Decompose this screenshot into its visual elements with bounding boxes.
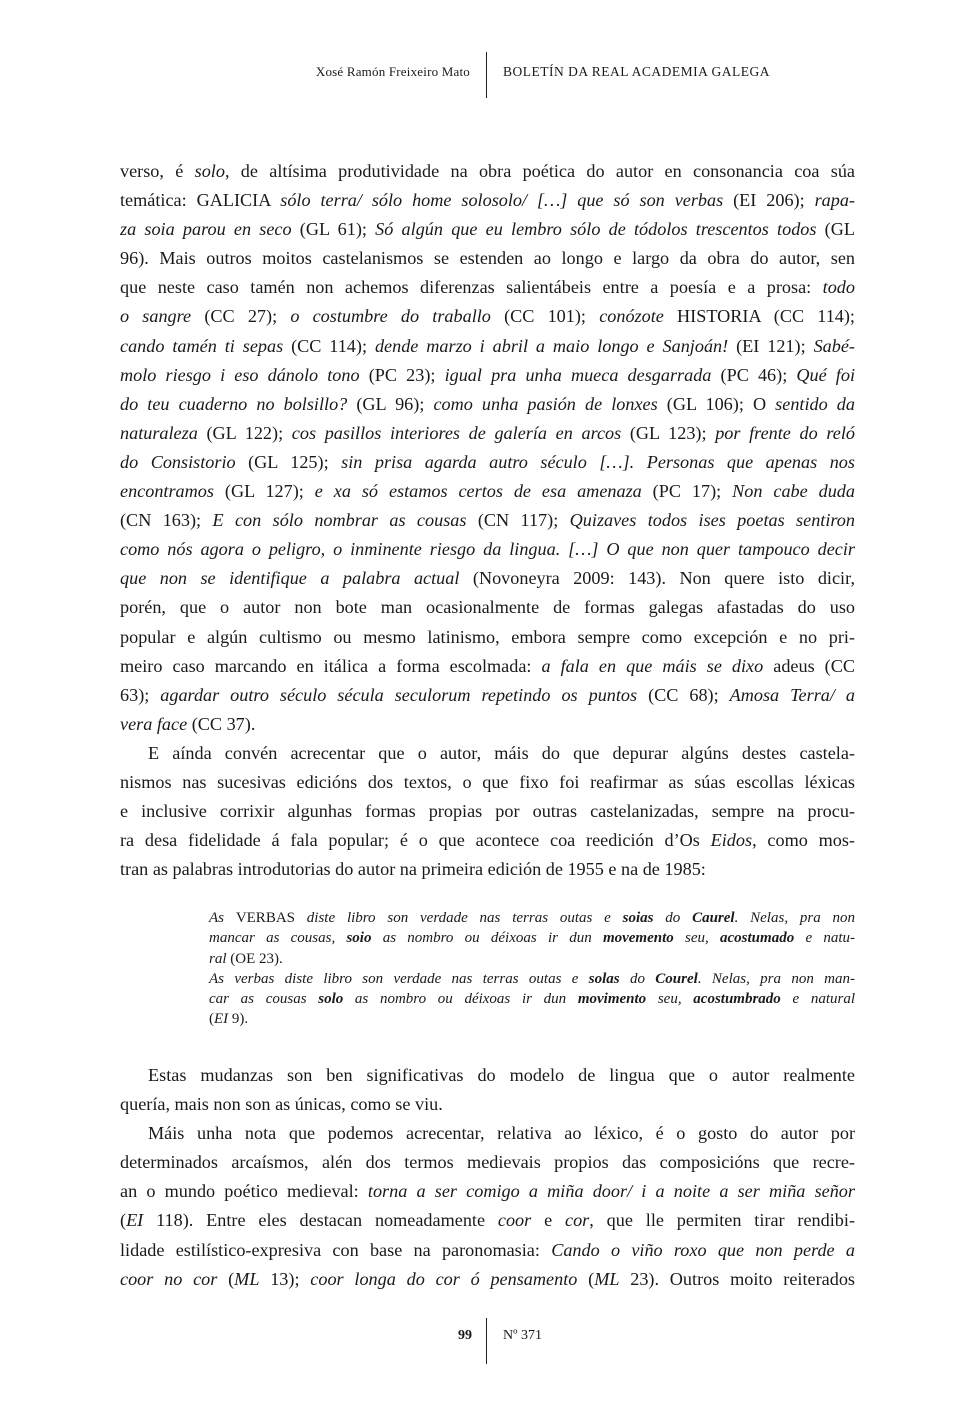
italic-segment: za soia parou en seco	[120, 219, 292, 240]
text-segment: quería, mais non son as únicas, como se viu.	[120, 1094, 443, 1115]
text-segment: 96). Mais outros moitos castelanismos se estenden ao longo e largo da obra do autor, sen	[120, 248, 855, 269]
italic-segment: a fala en que máis se dixo	[541, 655, 764, 676]
page-number: 99	[458, 1328, 472, 1343]
text-segment: (GL 123);	[621, 422, 716, 443]
italic-segment: Non cabe duda	[732, 481, 855, 502]
text-segment: (CC 27);	[191, 306, 291, 327]
text-segment: (EI 121);	[728, 335, 814, 356]
text-line	[120, 652, 855, 681]
bold-segment: Caurel	[692, 910, 735, 926]
italic-segment: igual pra unha mueca desgarrada	[444, 364, 712, 385]
bold-segment: Courel	[655, 970, 698, 987]
body-text-part-2	[120, 1061, 855, 1294]
text-line	[209, 989, 855, 1009]
italic-segment: Eidos	[710, 830, 753, 851]
text-segment: (PC 23);	[359, 364, 445, 385]
text-segment: tran as palabras introdutorias do autor na primeira edición de 1955 e na de 1985:	[120, 859, 706, 880]
text-segment: (EI 206);	[723, 190, 815, 211]
text-segment: (	[577, 1268, 595, 1289]
italic-segment: Sabé-	[813, 335, 855, 356]
text-line	[209, 949, 855, 969]
italic-segment: Amosa Terra/ a	[729, 684, 855, 705]
bold-segment: soias	[622, 910, 654, 926]
bold-segment: movimento	[577, 991, 647, 1008]
text-segment: (GL 127);	[213, 481, 315, 502]
italic-segment: cor	[565, 1210, 590, 1231]
text-segment: nismos nas sucesivas edicións dos textos, o que fixo foi reafirmar as súas escollas léxicas	[120, 771, 855, 792]
text-line	[120, 855, 855, 884]
header-journal-title: BOLETÍN DA REAL ACADEMIA GALEGA	[503, 64, 770, 79]
text-segment: (GL 125);	[235, 451, 342, 472]
italic-segment: e natural	[780, 991, 855, 1008]
italic-segment: do Consistorio	[120, 451, 236, 472]
italic-segment: encontramos	[120, 481, 214, 502]
text-segment: (CC 68);	[637, 684, 730, 705]
text-line	[120, 157, 855, 186]
text-line	[120, 361, 855, 390]
text-line	[120, 332, 855, 361]
italic-segment: ral	[209, 950, 231, 967]
text-segment: lidade estilístico-expresiva con base na paronomasia:	[120, 1239, 552, 1260]
italic-segment: ML	[594, 1268, 620, 1289]
text-segment: , de altísima produtividade na obra poética do autor en consonancia coa súa	[224, 161, 855, 181]
text-line	[120, 739, 855, 768]
text-line	[120, 623, 855, 652]
italic-segment: E con sólo nombrar as cousas	[212, 510, 467, 531]
text-segment: (	[217, 1268, 235, 1289]
italic-segment: car as cousas	[209, 991, 319, 1008]
issue-number: Nº 371	[503, 1328, 542, 1343]
italic-segment: conózote	[599, 306, 664, 327]
italic-segment: Só algún que eu lembro sólo de tódolos trescentos todos	[375, 219, 817, 240]
text-segment: (CC 37).	[187, 713, 256, 734]
text-line	[120, 1265, 855, 1294]
text-segment: (GL 122);	[197, 422, 292, 443]
bold-segment: acostumbrado	[693, 991, 781, 1008]
text-segment: (CN 163);	[120, 510, 213, 531]
italic-segment: o sangre	[120, 306, 192, 327]
text-line	[120, 1177, 855, 1206]
text-segment: (GL 96);	[347, 393, 434, 414]
italic-segment: rapa-	[814, 190, 855, 211]
italic-segment: cando tamén ti sepas	[120, 335, 284, 356]
bold-segment: soio	[346, 930, 372, 947]
text-line	[120, 593, 855, 622]
text-line	[120, 186, 855, 215]
italic-segment: seu,	[646, 991, 694, 1008]
text-segment: determinados arcaísmos, alén dos termos medievais propios das composicións que recre-	[120, 1152, 855, 1173]
text-segment: (	[120, 1210, 127, 1231]
text-segment: 118). Entre eles destacan nomeadamente	[143, 1210, 498, 1231]
text-line	[120, 1236, 855, 1265]
text-segment: (CN 117);	[466, 510, 570, 531]
text-line	[120, 477, 855, 506]
italic-segment: agardar outro século sécula seculorum repetindo os puntos	[160, 684, 638, 705]
italic-segment: solo	[194, 161, 225, 181]
text-line	[120, 448, 855, 477]
text-segment: (GL	[816, 219, 855, 240]
text-segment: (CC 114);	[283, 335, 375, 356]
text-line	[120, 1148, 855, 1177]
italic-segment: coor	[497, 1210, 532, 1231]
text-line	[120, 797, 855, 826]
text-segment: VERBAS	[235, 910, 295, 926]
text-segment: 63);	[120, 684, 161, 705]
text-line	[120, 390, 855, 419]
italic-segment: as nombro ou déixoas ir dun	[343, 991, 578, 1008]
italic-segment: Cando o viño roxo que non perde a	[551, 1239, 855, 1260]
text-segment: (CC 101);	[490, 306, 600, 327]
italic-segment: coor no cor	[120, 1268, 218, 1289]
bold-segment: movemento	[602, 930, 674, 947]
body-text-part-1	[120, 157, 855, 884]
text-segment: Estas mudanzas son ben significativas do modelo de lingua que o autor realmente	[148, 1065, 855, 1085]
italic-segment: vera face	[120, 713, 188, 734]
text-segment: HISTORIA (CC 114);	[663, 306, 855, 327]
text-segment: E aínda convén acrecentar que o autor, máis do que depurar algúns destes castela-	[148, 742, 855, 763]
header-author: Xosé Ramón Freixeiro Mato	[315, 64, 470, 79]
text-segment: meiro caso marcando en itálica a forma escolmada:	[120, 655, 542, 676]
text-segment: , que lle permiten tirar rendibi-	[589, 1210, 855, 1231]
text-segment: (OE 23).	[230, 950, 283, 967]
italic-segment: torna a ser comigo a miña door/ i a noite a ser miña señor	[367, 1181, 855, 1202]
text-line	[120, 1061, 855, 1090]
italic-segment: sin prisa agarda autro século […]. Personas que apenas nos	[341, 451, 855, 472]
text-segment: temática: GALICIA	[120, 190, 281, 211]
text-line	[120, 506, 855, 535]
text-segment: e inclusive corrixir algunhas formas propias por outras castelanizadas, sempre na procu-	[120, 801, 855, 822]
italic-segment: . Nelas, pra non man-	[697, 970, 856, 987]
italic-segment: o costumbre do traballo	[290, 306, 491, 327]
italic-segment: seu,	[673, 930, 721, 947]
italic-segment: como nós agora o peligro, o inminente riesgo da lingua. […] O que non quer tampouco decir	[120, 539, 855, 560]
text-line	[120, 273, 855, 302]
text-line	[120, 681, 855, 710]
text-segment: 9).	[228, 1011, 249, 1028]
italic-segment: do	[619, 970, 656, 987]
text-segment: an o mundo poético medieval:	[120, 1181, 368, 1202]
text-segment: adeus (CC	[763, 655, 855, 676]
text-segment: ra desa fidelidade á fala popular; é o que acontece coa reedición d’Os	[120, 830, 711, 851]
italic-segment: do teu cuaderno no bolsillo?	[120, 393, 348, 414]
running-footer	[0, 1318, 975, 1364]
text-segment: , como mos-	[752, 830, 855, 851]
italic-segment: sólo terra/ sólo home solosolo/ […] que só son verbas	[280, 190, 724, 211]
italic-segment: e xa só estamos certos de esa amenaza	[314, 481, 642, 502]
text-segment: (PC 46);	[711, 364, 797, 385]
text-segment: popular e algún cultismo ou mesmo latinismo, embora sempre como excepción e no pri-	[120, 626, 855, 647]
bold-segment: solas	[588, 970, 620, 987]
italic-segment: Qué foi	[796, 364, 855, 385]
block-quote	[209, 908, 855, 1030]
text-line	[120, 564, 855, 593]
text-segment: (GL 61);	[291, 219, 376, 240]
text-line	[120, 826, 855, 855]
bold-segment: solo	[318, 991, 344, 1008]
text-segment: (PC 17);	[641, 481, 733, 502]
text-line	[120, 768, 855, 797]
text-line	[209, 969, 855, 989]
text-segment: (GL 106); O	[657, 393, 776, 414]
italic-segment: mancar as cousas,	[209, 930, 347, 947]
text-line	[120, 215, 855, 244]
italic-segment: ML	[234, 1268, 260, 1289]
italic-segment: as nombro ou déixoas ir dun	[371, 930, 603, 947]
text-line	[120, 1119, 855, 1148]
text-line	[120, 1206, 855, 1235]
footer-divider	[486, 1318, 487, 1364]
text-segment: que neste caso tamén non achemos diferenzas salientábeis entre a poesía e a prosa:	[120, 277, 823, 298]
italic-segment: diste libro son verdade nas terras outas e	[295, 910, 623, 926]
italic-segment: . Nelas, pra non	[734, 910, 856, 926]
italic-segment: dende marzo i abril a maio longo e Sanjoán!	[374, 335, 729, 356]
text-segment: 13);	[259, 1268, 311, 1289]
text-line	[209, 928, 855, 948]
italic-segment: sentido da	[775, 393, 855, 414]
italic-segment: naturaleza	[120, 422, 198, 443]
italic-segment: do	[653, 910, 693, 926]
italic-segment: como unha pasión de lonxes	[433, 393, 658, 414]
italic-segment: que non se identifique a palabra actual	[120, 568, 460, 589]
italic-segment: por frente do reló	[715, 422, 855, 443]
italic-segment: coor longa do cor ó pensamento	[310, 1268, 578, 1289]
text-segment: verso, é	[120, 161, 195, 181]
text-segment: (	[209, 1011, 214, 1028]
bold-segment: acostumado	[720, 930, 795, 947]
text-segment: 23). Outros moito reiterados	[619, 1268, 855, 1289]
running-header	[0, 52, 975, 98]
header-divider	[486, 52, 487, 98]
text-line	[209, 1009, 855, 1029]
text-line	[120, 1090, 855, 1119]
italic-segment: As verbas diste libro son verdade nas terras outas e	[209, 970, 589, 987]
italic-segment: e natu-	[794, 930, 856, 947]
italic-segment: todo	[822, 277, 855, 298]
italic-segment: EI	[126, 1210, 144, 1231]
text-segment: porén, que o autor non bote man ocasionalmente de formas galegas afastadas do uso	[120, 597, 855, 618]
italic-segment: EI	[214, 1011, 229, 1028]
text-line	[120, 302, 855, 331]
text-line	[120, 419, 855, 448]
text-segment: e	[531, 1210, 566, 1231]
italic-segment: Quizaves todos ises poetas sentiron	[569, 510, 855, 531]
text-line	[120, 244, 855, 273]
text-segment: (Novoneyra 2009: 143). Non quere isto dicir,	[459, 568, 855, 589]
italic-segment: As	[209, 910, 236, 926]
text-line	[120, 710, 855, 739]
text-segment: Máis unha nota que podemos acrecentar, relativa ao léxico, é o gosto do autor por	[148, 1123, 855, 1144]
text-line	[120, 535, 855, 564]
italic-segment: cos pasillos interiores de galería en arcos	[291, 422, 622, 443]
text-line	[209, 908, 855, 928]
italic-segment: molo riesgo i eso dánolo tono	[120, 364, 360, 385]
